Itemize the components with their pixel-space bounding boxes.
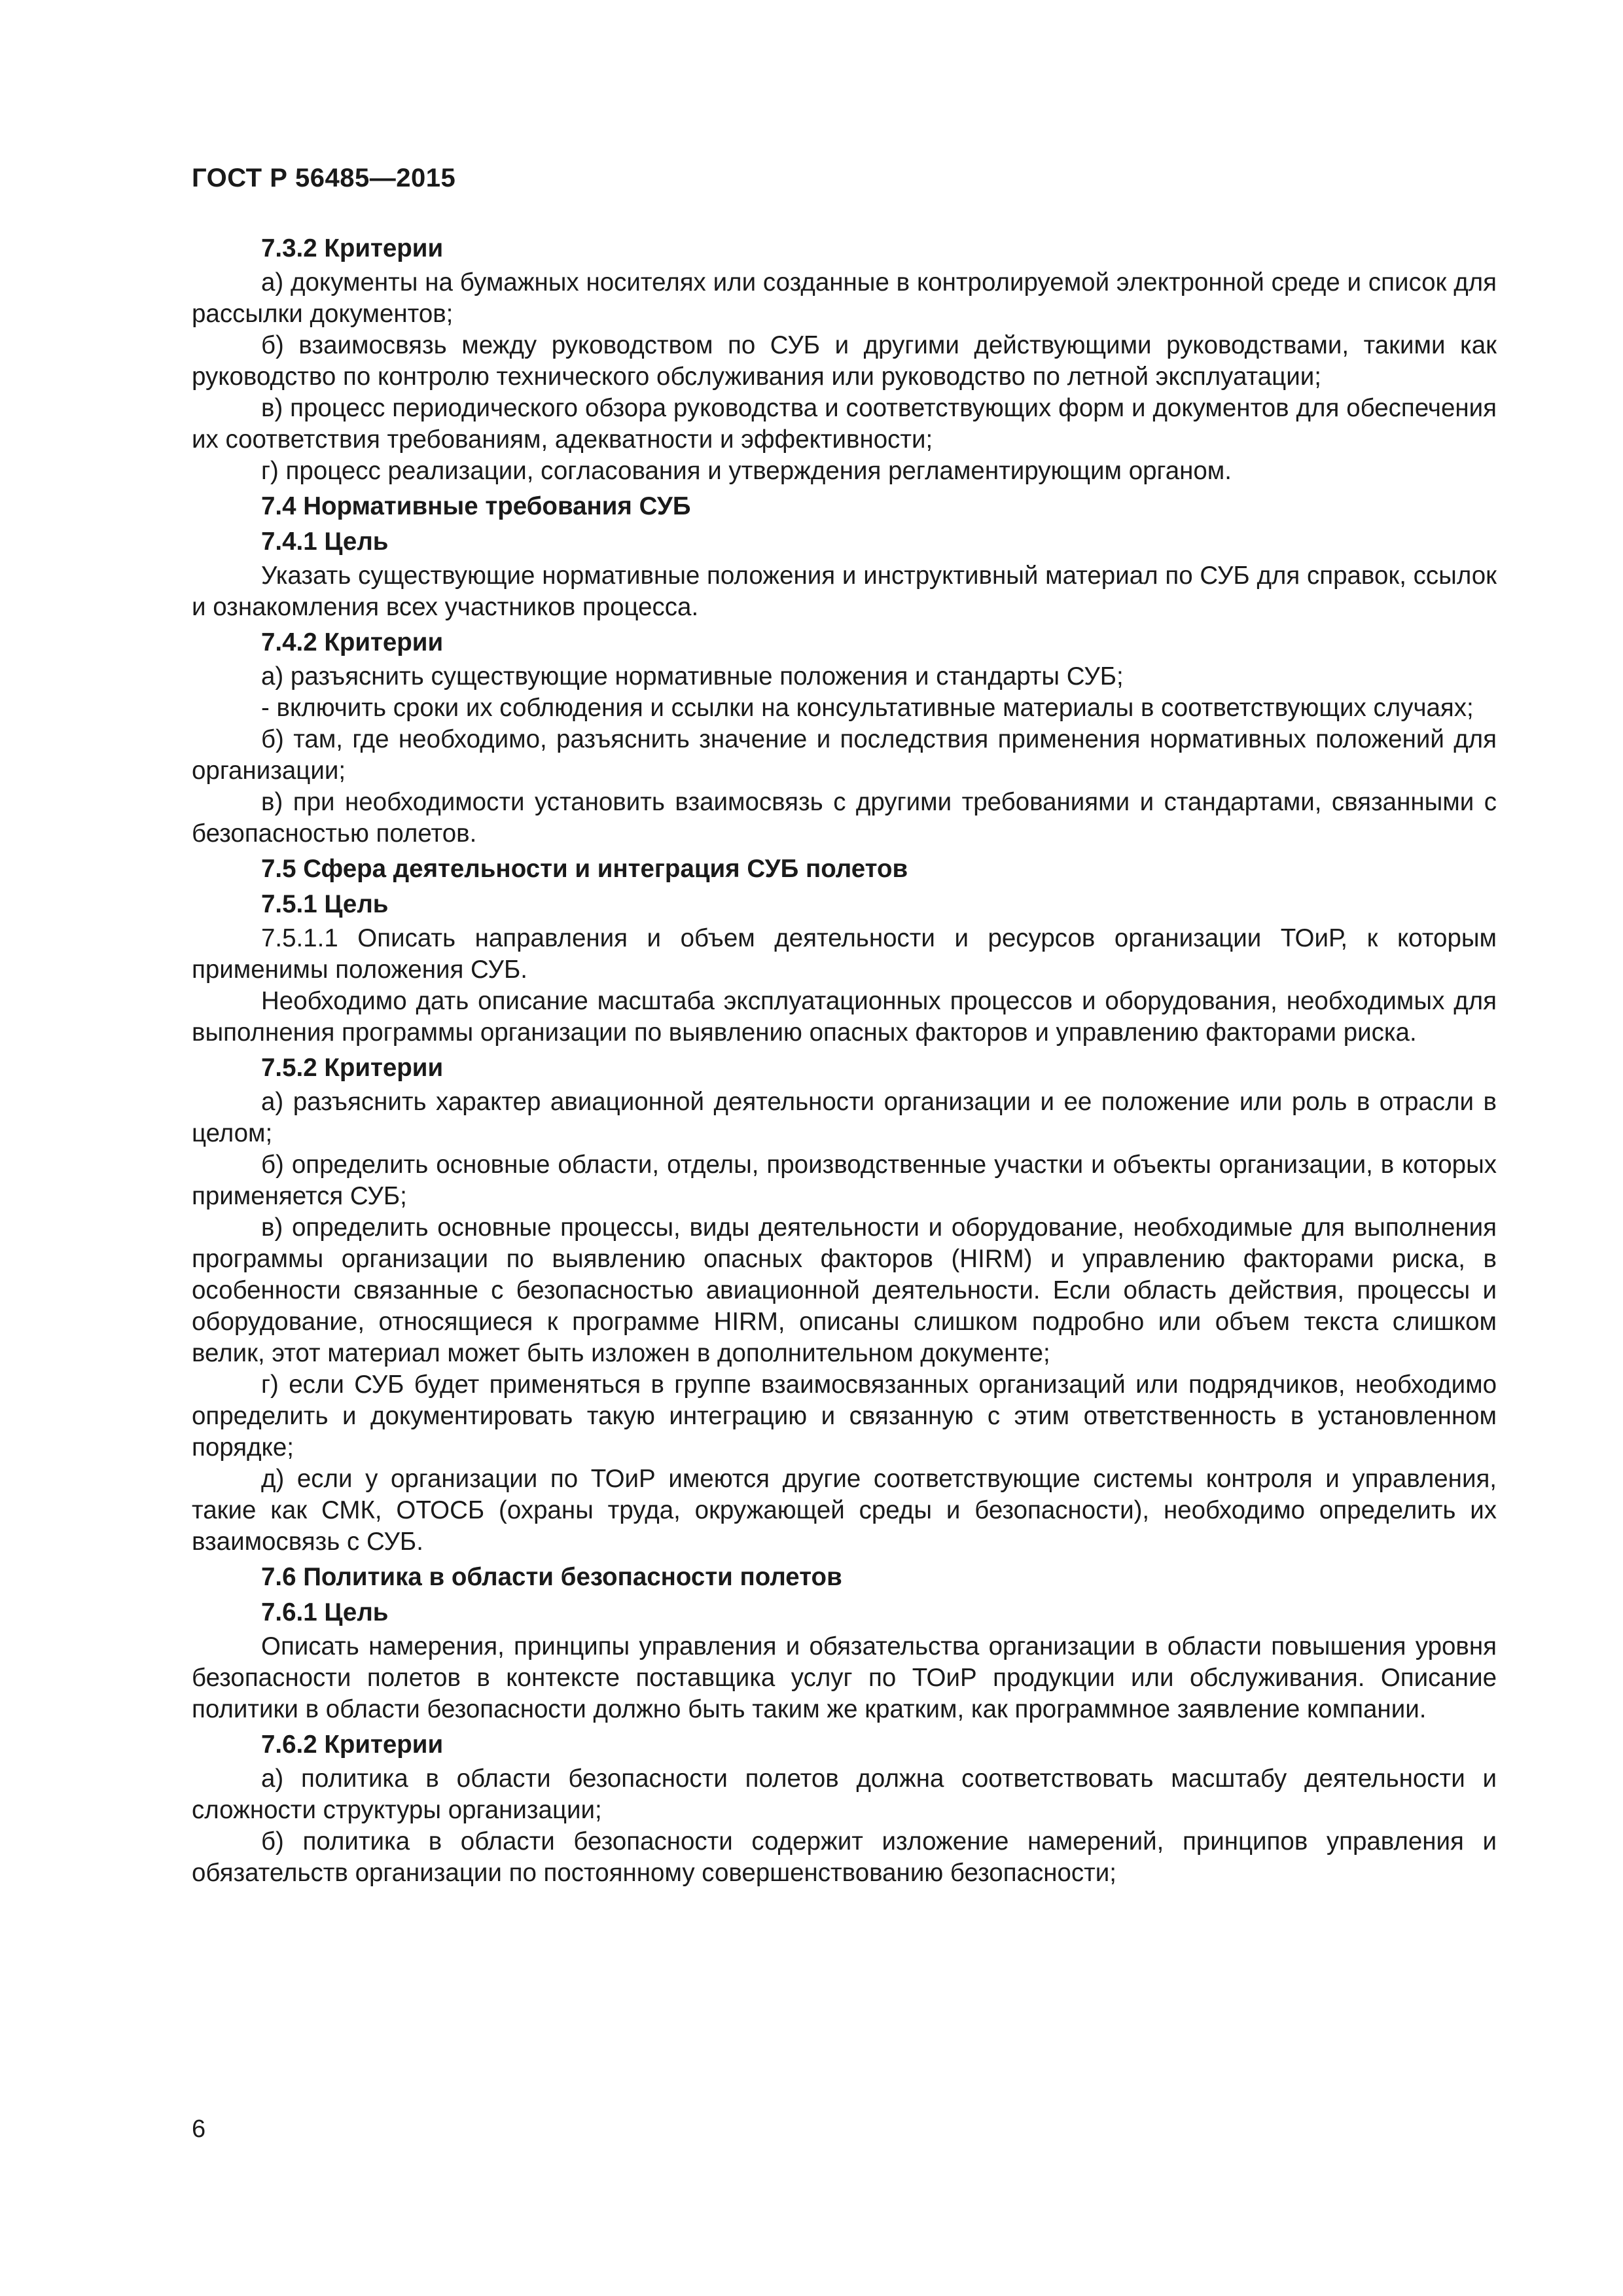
paragraph: в) определить основные процессы, виды деятельности и оборудование, необходимые для выполнения программы организации по выявлению опасных факторов (HIRM) и управлению факторами риска, в особенности связанные с безопасностью авиационной деятельности. Если область действия, процессы и оборудование, относящиеся к программе HIRM, описаны слишком подробно или объем текста слишком велик, этот материал может быть изложен в дополнительном документе;	[192, 1213, 1497, 1367]
section-heading: 7.5 Сфера деятельности и интеграция СУБ полетов	[261, 855, 908, 883]
paragraph: д) если у организации по ТОиР имеются другие соответствующие системы контроля и управления, такие как СМК, ОТОСБ (охраны труда, окружающей среды и безопасности), необходимо определить их взаимосвязь с СУБ.	[192, 1465, 1497, 1556]
paragraph: в) процесс периодического обзора руководства и соответствующих форм и документов для обеспечения их соответствия требованиям, адекватности и эффективности;	[192, 394, 1497, 454]
paragraph: в) при необходимости установить взаимосвязь с другими требованиями и стандартами, связанными с безопасностью полетов.	[192, 788, 1497, 848]
paragraph: Указать существующие нормативные положения и инструктивный материал по СУБ для справок, ссылок и ознакомления всех участников процесса.	[192, 562, 1497, 621]
section-heading: 7.4 Нормативные требования СУБ	[261, 492, 691, 520]
section-heading: 7.6.1 Цель	[261, 1598, 389, 1626]
section-heading: 7.3.2 Критерии	[261, 234, 444, 262]
paragraph: г) процесс реализации, согласования и утверждения регламентирующим органом.	[261, 457, 1232, 485]
paragraph: Необходимо дать описание масштаба эксплуатационных процессов и оборудования, необходимых для выполнения программы организации по выявлению опасных факторов и управлению факторами риска.	[192, 987, 1497, 1047]
paragraph: а) разъяснить существующие нормативные положения и стандарты СУБ;	[261, 662, 1124, 691]
page-number: 6	[192, 2115, 206, 2143]
section-heading: 7.5.2 Критерии	[261, 1054, 444, 1082]
paragraph: б) там, где необходимо, разъяснить значение и последствия применения нормативных положений для организации;	[192, 725, 1497, 785]
paragraph: г) если СУБ будет применяться в группе взаимосвязанных организаций или подрядчиков, необходимо определить и документировать такую интеграцию и связанную с этим ответственность в установленном порядке;	[192, 1371, 1497, 1462]
paragraph: б) взаимосвязь между руководством по СУБ и другими действующими руководствами, такими как руководство по контролю технического обслуживания или руководство по летной эксплуатации;	[192, 331, 1497, 391]
paragraph: Описать намерения, принципы управления и обязательства организации в области повышения уровня безопасности полетов в контексте поставщика услуг по ТОиР продукции или обслуживания. Описание политики в области безопасности должно быть таким же кратким, как программное заявление компании.	[192, 1632, 1497, 1723]
paragraph: а) документы на бумажных носителях или созданные в контролируемой электронной среде и список для рассылки документов;	[192, 268, 1497, 328]
document-body	[192, 229, 1497, 1889]
paragraph: - включить сроки их соблюдения и ссылки на консультативные материалы в соответствующих случаях;	[261, 694, 1474, 722]
paragraph: 7.5.1.1 Описать направления и объем деятельности и ресурсов организации ТОиР, к которым применимы положения СУБ.	[192, 924, 1497, 984]
paragraph: б) политика в области безопасности содержит изложение намерений, принципов управления и обязательств организации по постоянному совершенствованию безопасности;	[192, 1827, 1497, 1887]
paragraph: а) разъяснить характер авиационной деятельности организации и ее положение или роль в отрасли в целом;	[192, 1088, 1497, 1147]
paragraph: а) политика в области безопасности полетов должна соответствовать масштабу деятельности и сложности структуры организации;	[192, 1765, 1497, 1824]
section-heading: 7.6 Политика в области безопасности полетов	[261, 1563, 842, 1591]
section-heading: 7.6.2 Критерии	[261, 1731, 444, 1759]
section-heading: 7.5.1 Цель	[261, 890, 389, 918]
document-header: ГОСТ Р 56485—2015	[192, 164, 456, 192]
paragraph: б) определить основные области, отделы, производственные участки и объекты организации, в которых применяется СУБ;	[192, 1151, 1497, 1210]
section-heading: 7.4.2 Критерии	[261, 628, 444, 656]
section-heading: 7.4.1 Цель	[261, 528, 389, 556]
